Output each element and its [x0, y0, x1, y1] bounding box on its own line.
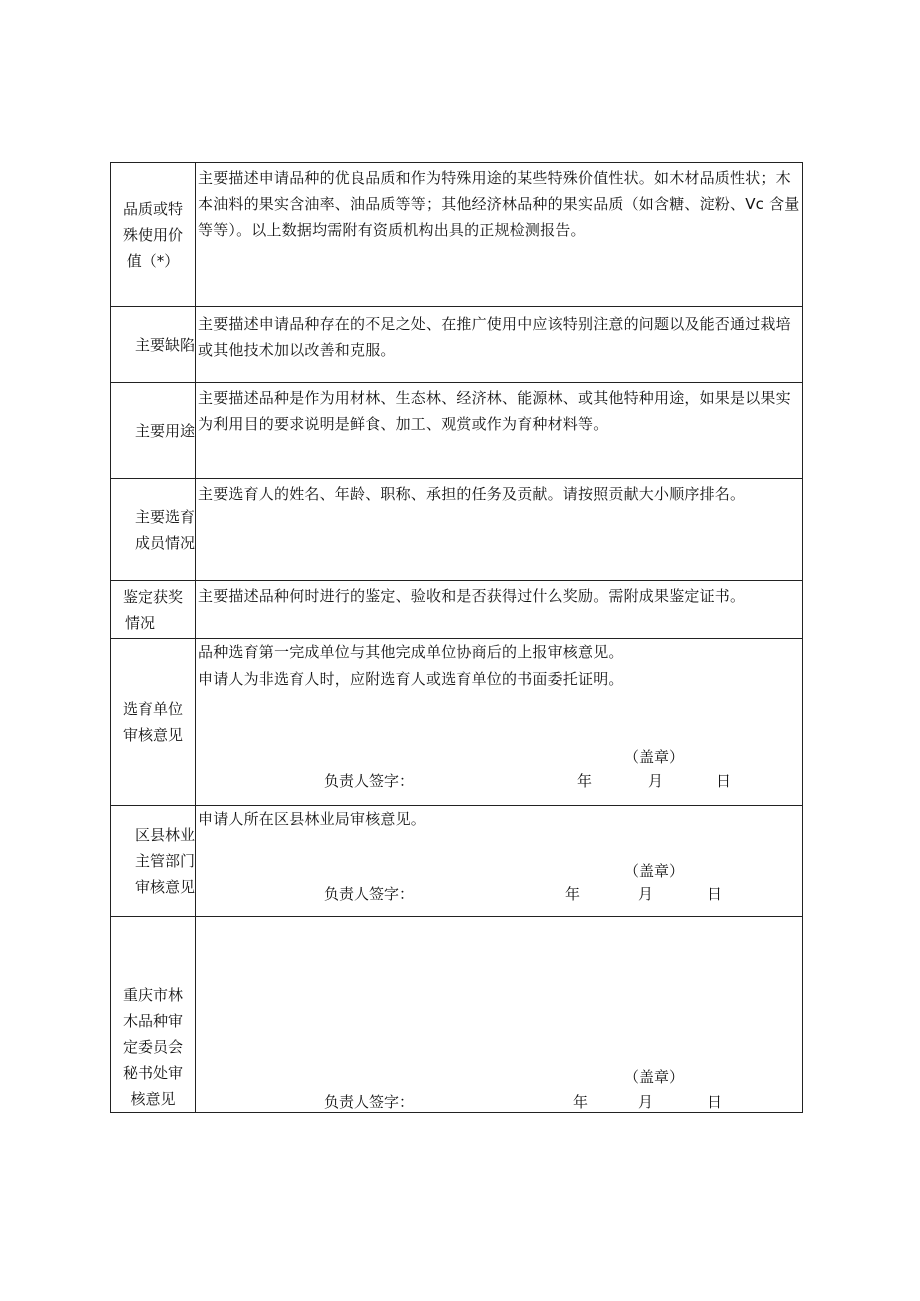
committee-review-row — [111, 917, 803, 1113]
label-line: 定委员会 — [122, 1038, 183, 1056]
unit-review-content — [196, 639, 803, 806]
day-label: 日 — [707, 885, 723, 903]
quality-row — [111, 163, 803, 307]
awards-content — [196, 581, 803, 639]
label-line: 选育单位 — [122, 700, 183, 718]
county-review-text: 申请人所在区县林业局审核意见。 — [198, 810, 427, 828]
quality-label — [111, 163, 196, 307]
unit-review-label — [111, 639, 196, 806]
seal-label: （盖章） — [624, 862, 685, 880]
usage-text: 主要描述品种是作为用材林、生态林、经济林、能源林、或其他特种用途，如果是以果实为利用目的要求说明是鲜食、加工、观赏或作为育种材料等。 — [198, 389, 791, 433]
awards-row — [111, 581, 803, 639]
committee-review-content — [196, 917, 803, 1113]
label-line: 主要缺陷 — [134, 335, 195, 354]
breeders-label — [111, 479, 196, 581]
breeders-content — [196, 479, 803, 581]
quality-text: 主要描述申请品种的优良品质和作为特殊用途的某些特殊价值性状。如木材品质性状；木本油料的果实含油率、油品质等等；其他经济林品种的果实品质（如含糖、淀粉、Vc 含量等等）。以上数据均需附有资质机构出具的正规检测报告。 — [198, 169, 800, 239]
defects-text: 主要描述申请品种存在的不足之处、在推广使用中应该特别注意的问题以及能否通过栽培或其他技术加以改善和克服。 — [198, 315, 791, 359]
usage-content — [196, 383, 803, 479]
label-line: 秘书处审 — [122, 1064, 183, 1082]
breeders-text: 主要选育人的姓名、年龄、职称、承担的任务及贡献。请按照贡献大小顺序排名。 — [198, 485, 746, 503]
signer-label[interactable]: 负责人签字： — [324, 772, 415, 790]
county-review-label — [111, 806, 196, 917]
label-line: 鉴定获奖 — [122, 587, 183, 606]
seal-label: （盖章） — [624, 748, 685, 766]
label-line: 成员情况 — [134, 533, 195, 552]
label-line: 审核意见 — [134, 878, 195, 896]
defects-row — [111, 307, 803, 383]
signer-label[interactable]: 负责人签字： — [324, 885, 415, 903]
county-review-content — [196, 806, 803, 917]
unit-review-row — [111, 639, 803, 806]
label-line: 品质或特 — [122, 199, 183, 218]
committee-review-label — [111, 917, 196, 1113]
month-label: 月 — [638, 885, 654, 903]
unit-review-line: 申请人为非选育人时，应附选育人或选育单位的书面委托证明。 — [198, 670, 624, 688]
review-form-table — [110, 162, 803, 1113]
label-line: 重庆市林 — [122, 986, 183, 1004]
unit-review-line: 品种选育第一完成单位与其他完成单位协商后的上报审核意见。 — [198, 643, 624, 661]
label-line: 主要选育 — [134, 507, 195, 526]
county-review-row — [111, 806, 803, 917]
awards-label — [111, 581, 196, 639]
year-label: 年 — [577, 772, 593, 790]
label-line: 审核意见 — [122, 726, 183, 744]
quality-content — [196, 163, 803, 307]
label-line: 区县林业 — [134, 826, 195, 844]
year-label: 年 — [565, 885, 581, 903]
defects-content — [196, 307, 803, 383]
day-label: 日 — [707, 1093, 723, 1111]
usage-row — [111, 383, 803, 479]
label-line: 核意见 — [130, 1090, 176, 1108]
awards-text: 主要描述品种何时进行的鉴定、验收和是否获得过什么奖励。需附成果鉴定证书。 — [198, 587, 746, 605]
defects-label — [111, 307, 196, 383]
label-line: 主管部门 — [134, 852, 195, 870]
seal-label: （盖章） — [624, 1068, 685, 1086]
usage-label — [111, 383, 196, 479]
day-label: 日 — [716, 772, 732, 790]
signer-label[interactable]: 负责人签字： — [324, 1093, 415, 1111]
breeders-row — [111, 479, 803, 581]
label-line: 值（*） — [126, 251, 180, 270]
label-line: 主要用途 — [134, 421, 195, 440]
year-label: 年 — [573, 1093, 589, 1111]
month-label: 月 — [648, 772, 664, 790]
month-label: 月 — [638, 1093, 654, 1111]
label-line: 木品种审 — [122, 1012, 183, 1030]
label-line: 情况 — [125, 613, 156, 632]
label-line: 殊使用价 — [122, 225, 183, 244]
